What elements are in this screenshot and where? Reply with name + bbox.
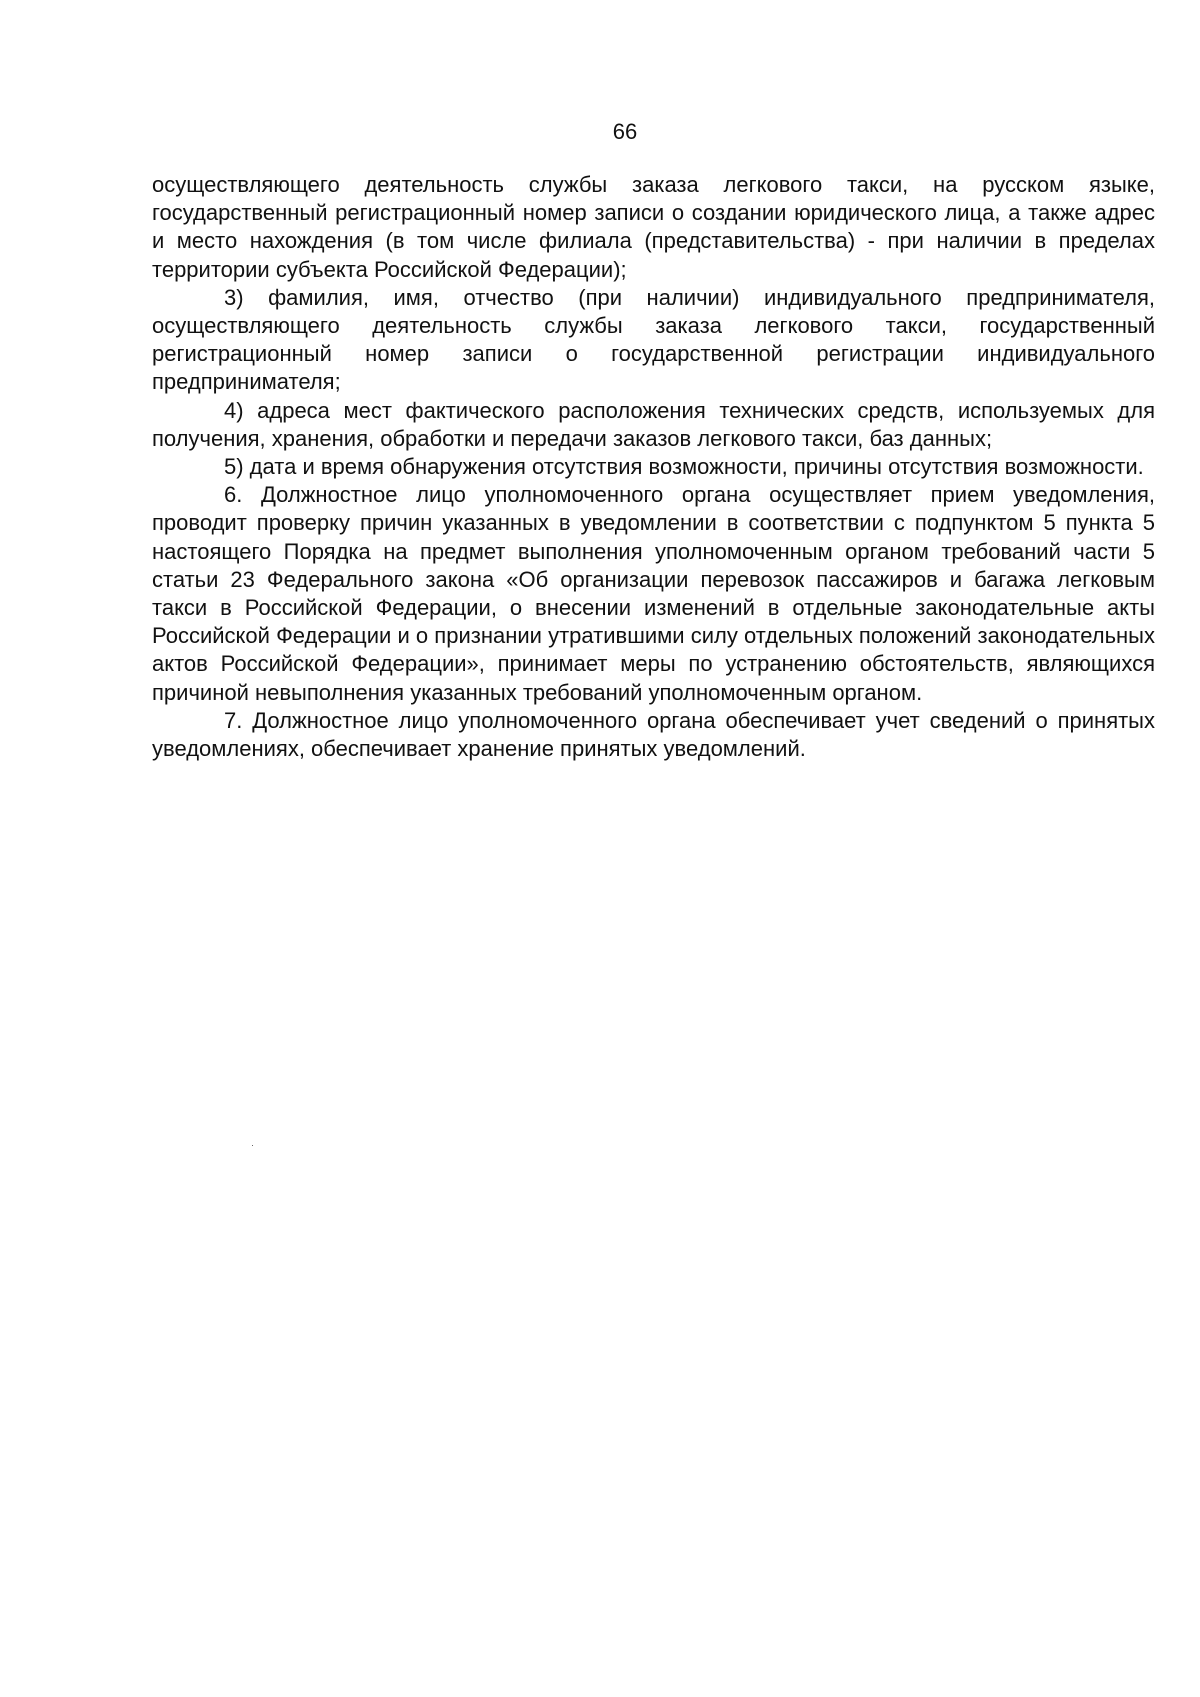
page-number: 66 — [612, 119, 638, 144]
document-body — [152, 171, 1155, 763]
paragraph-item-5: 5) дата и время обнаружения отсутствия возможности, причины отсутствия возможности. — [224, 454, 1144, 480]
scan-speck — [252, 1145, 253, 1146]
paragraph-item-4: 4) адреса мест фактического расположения технических средств, используемых для получения, хранения, обработки и передачи заказов легкового такси, баз данных; — [152, 397, 1155, 451]
paragraph-clause-7: 7. Должностное лицо уполномоченного органа обеспечивает учет сведений о принятых уведомлениях, обеспечивает хранение принятых уведомлений. — [152, 707, 1155, 762]
paragraph-clause-6: 6. Должностное лицо уполномоченного органа осуществляет прием уведомления, проводит проверку причин указанных в уведомлении в соответствии с подпунктом 5 пункта 5 настоящего Порядка на предмет выполнения уполномоченным органом требований части 5 статьи 23 Федерального закона «Об организации перевозок пассажиров и багажа легковым такси в Российской Федерации, о внесении изменений в отдельные законодательные акты Российской Федерации и о признании утратившими силу отдельных положений законодательных актов Российской Федерации», принимает меры по устранению обстоятельств, являющихся причиной невыполнения указанных требований уполномоченным органом. — [152, 482, 1155, 705]
paragraph-continuation: осуществляющего деятельность службы заказа легкового такси, на русском языке, государственный регистрационный номер записи о создании юридического лица, а также адрес и место нахождения (в том числе филиала (представительства) - при наличии в пределах территории субъекта Российской Федерации); — [152, 172, 1155, 282]
paragraph-item-3: 3) фамилия, имя, отчество (при наличии) индивидуального предпринимателя, осуществляющего деятельность службы заказа легкового такси, государственный регистрационный номер записи о государственной регистрации индивидуального предпринимателя; — [152, 284, 1155, 395]
